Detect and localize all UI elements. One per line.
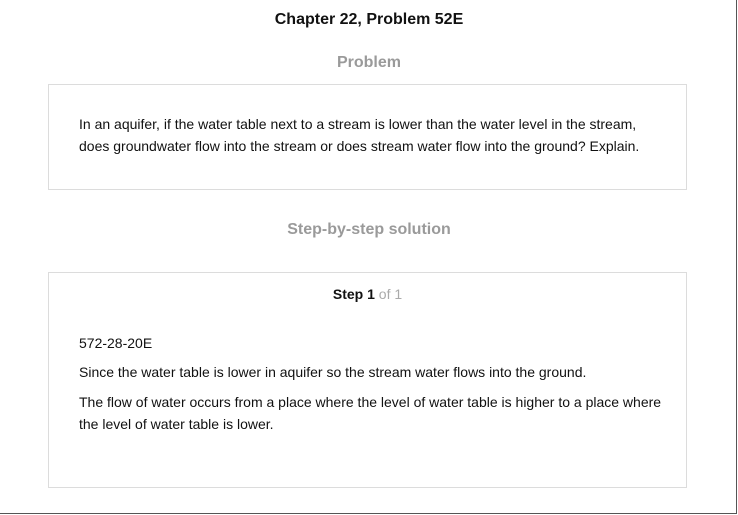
solution-box [48, 272, 687, 488]
step-total: of 1 [378, 286, 403, 302]
solution-paragraph: The flow of water occurs from a place where the level of water table is higher to a place where the level of water table is lower. [79, 394, 662, 432]
problem-text: In an aquifer, if the water table next to a stream is lower than the water level in the stream, does groundwater flow into the stream or does stream water flow into the ground? Explain. [79, 116, 640, 154]
solution-image-id: 572-28-20E [79, 335, 153, 351]
problem-heading: Problem [336, 54, 401, 71]
solution-heading: Step-by-step solution [287, 221, 451, 238]
step-indicator [49, 286, 686, 302]
step-number: 1 [367, 286, 375, 302]
problem-box [48, 84, 687, 190]
solution-paragraph: Since the water table is lower in aquifer so the stream water flows into the ground. [79, 364, 587, 380]
step-word: Step [332, 286, 364, 302]
chapter-title: Chapter 22, Problem 52E [274, 11, 464, 28]
